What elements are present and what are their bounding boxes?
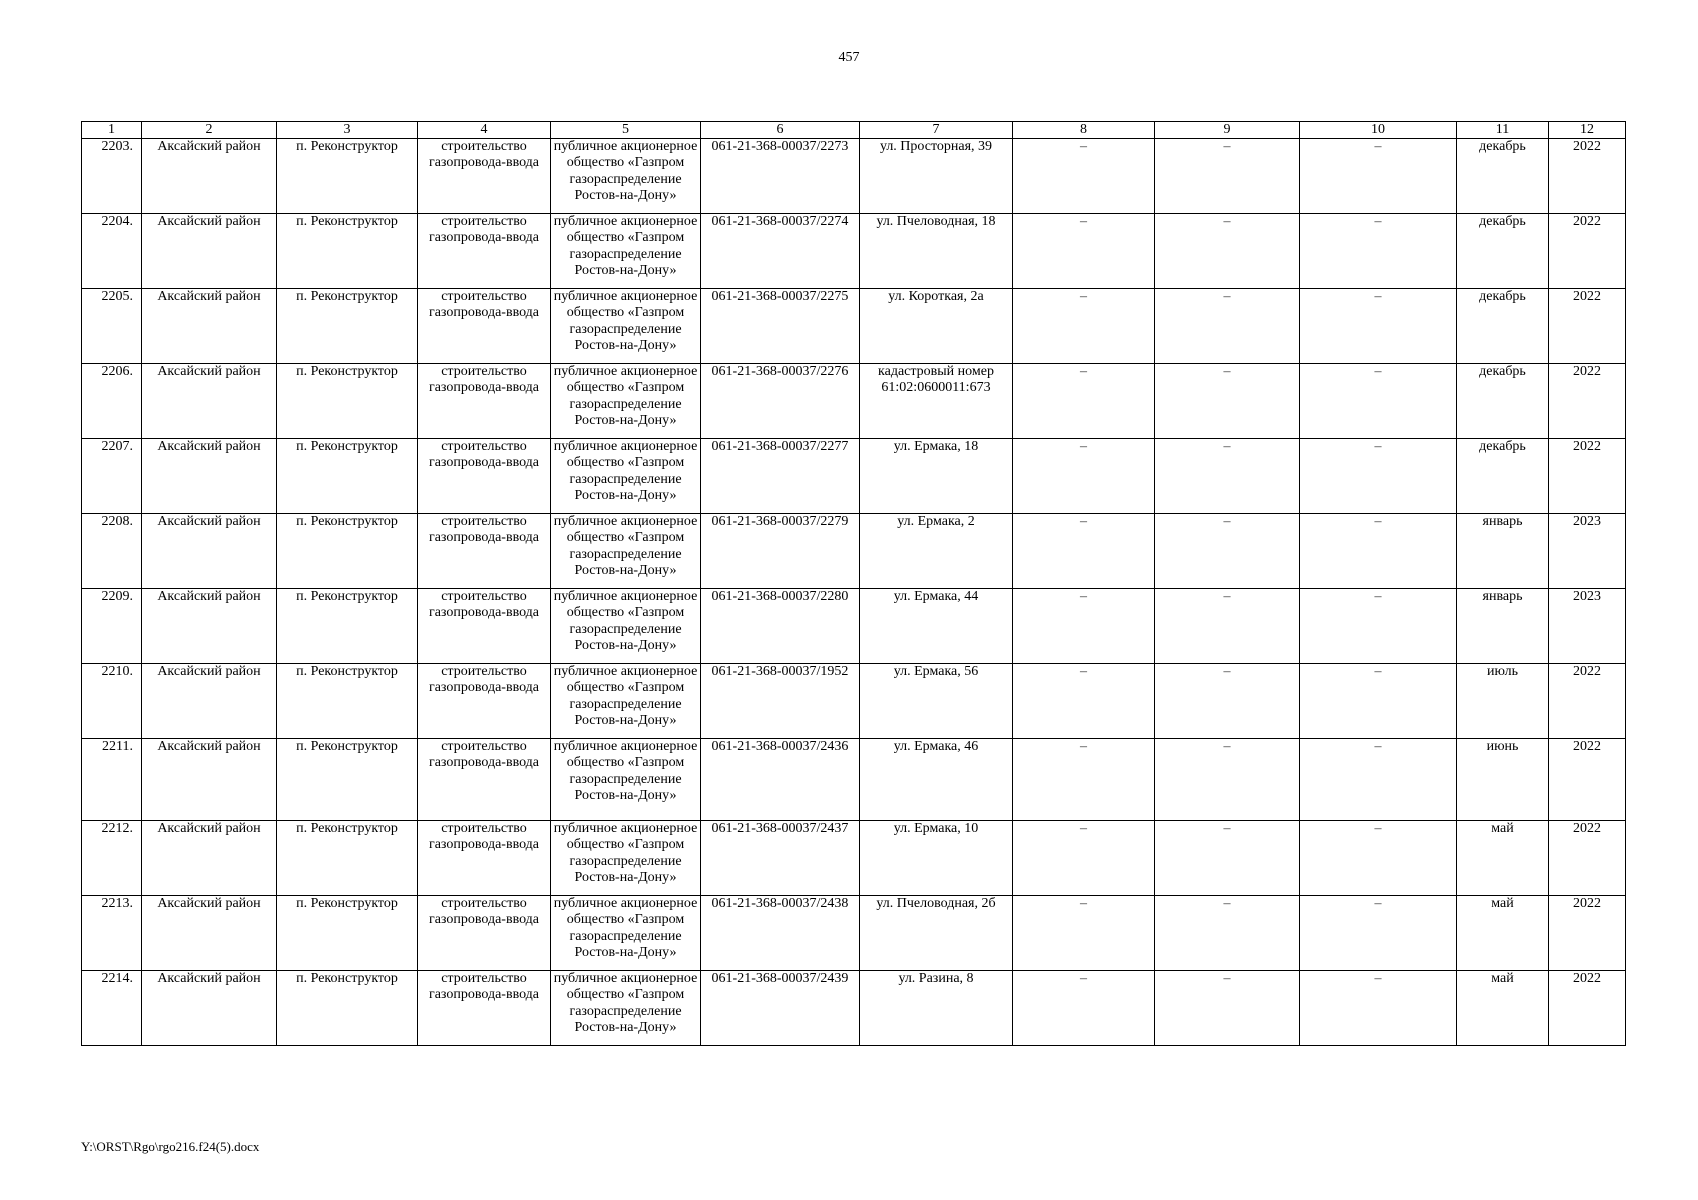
address-cell: ул. Ермака, 10 [860, 821, 1013, 896]
work-type-cell: строительство газопровода-ввода [418, 214, 551, 289]
column-8-cell: – [1013, 139, 1155, 214]
column-header: 9 [1155, 122, 1300, 139]
year-cell: 2022 [1549, 364, 1626, 439]
column-header: 3 [277, 122, 418, 139]
month-cell: декабрь [1457, 214, 1549, 289]
organization-cell: публичное акционерное общество «Газпром газораспределение Ростов-на-Дону» [551, 664, 701, 739]
column-9-cell: – [1155, 214, 1300, 289]
table-row [82, 664, 1626, 739]
footer-file-path: Y:\ORST\Rgo\rgo216.f24(5).docx [81, 1139, 260, 1154]
column-header: 6 [701, 122, 860, 139]
year-cell: 2022 [1549, 664, 1626, 739]
table-row [82, 289, 1626, 364]
permit-code-cell: 061-21-368-00037/2279 [701, 514, 860, 589]
column-10-cell: – [1300, 364, 1457, 439]
organization-cell: публичное акционерное общество «Газпром газораспределение Ростов-на-Дону» [551, 971, 701, 1046]
permit-code-cell: 061-21-368-00037/2438 [701, 896, 860, 971]
year-cell: 2022 [1549, 289, 1626, 364]
column-8-cell: – [1013, 589, 1155, 664]
month-cell: январь [1457, 514, 1549, 589]
table-body [82, 139, 1626, 1046]
work-type-cell: строительство газопровода-ввода [418, 589, 551, 664]
column-header: 11 [1457, 122, 1549, 139]
permit-code-cell: 061-21-368-00037/2273 [701, 139, 860, 214]
column-header: 1 [82, 122, 142, 139]
table-row [82, 821, 1626, 896]
column-8-cell: – [1013, 289, 1155, 364]
district-cell: Аксайский район [142, 971, 277, 1046]
year-cell: 2023 [1549, 514, 1626, 589]
column-9-cell: – [1155, 589, 1300, 664]
column-10-cell: – [1300, 214, 1457, 289]
permit-code-cell: 061-21-368-00037/2274 [701, 214, 860, 289]
organization-cell: публичное акционерное общество «Газпром газораспределение Ростов-на-Дону» [551, 514, 701, 589]
column-9-cell: – [1155, 364, 1300, 439]
month-cell: декабрь [1457, 364, 1549, 439]
district-cell: Аксайский район [142, 439, 277, 514]
column-9-cell: – [1155, 739, 1300, 821]
district-cell: Аксайский район [142, 896, 277, 971]
column-8-cell: – [1013, 364, 1155, 439]
table-row [82, 439, 1626, 514]
column-10-cell: – [1300, 821, 1457, 896]
address-cell: ул. Разина, 8 [860, 971, 1013, 1046]
permit-code-cell: 061-21-368-00037/2277 [701, 439, 860, 514]
row-number: 2203. [82, 139, 142, 214]
year-cell: 2023 [1549, 589, 1626, 664]
address-cell: ул. Ермака, 18 [860, 439, 1013, 514]
organization-cell: публичное акционерное общество «Газпром газораспределение Ростов-на-Дону» [551, 896, 701, 971]
permit-code-cell: 061-21-368-00037/1952 [701, 664, 860, 739]
column-9-cell: – [1155, 139, 1300, 214]
permit-code-cell: 061-21-368-00037/2436 [701, 739, 860, 821]
district-cell: Аксайский район [142, 821, 277, 896]
settlement-cell: п. Реконструктор [277, 589, 418, 664]
column-header: 2 [142, 122, 277, 139]
column-10-cell: – [1300, 289, 1457, 364]
district-cell: Аксайский район [142, 514, 277, 589]
permit-code-cell: 061-21-368-00037/2275 [701, 289, 860, 364]
month-cell: июнь [1457, 739, 1549, 821]
district-cell: Аксайский район [142, 289, 277, 364]
settlement-cell: п. Реконструктор [277, 664, 418, 739]
work-type-cell: строительство газопровода-ввода [418, 896, 551, 971]
work-type-cell: строительство газопровода-ввода [418, 971, 551, 1046]
organization-cell: публичное акционерное общество «Газпром газораспределение Ростов-на-Дону» [551, 214, 701, 289]
organization-cell: публичное акционерное общество «Газпром газораспределение Ростов-на-Дону» [551, 821, 701, 896]
work-type-cell: строительство газопровода-ввода [418, 514, 551, 589]
column-9-cell: – [1155, 664, 1300, 739]
settlement-cell: п. Реконструктор [277, 139, 418, 214]
column-10-cell: – [1300, 664, 1457, 739]
month-cell: январь [1457, 589, 1549, 664]
year-cell: 2022 [1549, 214, 1626, 289]
address-cell: ул. Пчеловодная, 2б [860, 896, 1013, 971]
year-cell: 2022 [1549, 139, 1626, 214]
address-cell: ул. Короткая, 2а [860, 289, 1013, 364]
organization-cell: публичное акционерное общество «Газпром газораспределение Ростов-на-Дону» [551, 739, 701, 821]
work-type-cell: строительство газопровода-ввода [418, 439, 551, 514]
organization-cell: публичное акционерное общество «Газпром газораспределение Ростов-на-Дону» [551, 364, 701, 439]
row-number: 2214. [82, 971, 142, 1046]
column-8-cell: – [1013, 821, 1155, 896]
column-8-cell: – [1013, 896, 1155, 971]
table-row [82, 589, 1626, 664]
table-row [82, 364, 1626, 439]
column-10-cell: – [1300, 971, 1457, 1046]
permit-code-cell: 061-21-368-00037/2280 [701, 589, 860, 664]
column-8-cell: – [1013, 664, 1155, 739]
column-9-cell: – [1155, 439, 1300, 514]
month-cell: май [1457, 821, 1549, 896]
column-8-cell: – [1013, 439, 1155, 514]
column-header: 4 [418, 122, 551, 139]
month-cell: май [1457, 971, 1549, 1046]
registry-table [81, 121, 1626, 1046]
column-8-cell: – [1013, 514, 1155, 589]
column-header: 5 [551, 122, 701, 139]
month-cell: май [1457, 896, 1549, 971]
address-cell: ул. Ермака, 56 [860, 664, 1013, 739]
row-number: 2205. [82, 289, 142, 364]
work-type-cell: строительство газопровода-ввода [418, 139, 551, 214]
column-header: 12 [1549, 122, 1626, 139]
table-row [82, 139, 1626, 214]
table-row [82, 739, 1626, 821]
table-row [82, 214, 1626, 289]
organization-cell: публичное акционерное общество «Газпром газораспределение Ростов-на-Дону» [551, 289, 701, 364]
year-cell: 2022 [1549, 971, 1626, 1046]
work-type-cell: строительство газопровода-ввода [418, 821, 551, 896]
work-type-cell: строительство газопровода-ввода [418, 364, 551, 439]
district-cell: Аксайский район [142, 214, 277, 289]
column-10-cell: – [1300, 514, 1457, 589]
district-cell: Аксайский район [142, 364, 277, 439]
address-cell: ул. Ермака, 46 [860, 739, 1013, 821]
settlement-cell: п. Реконструктор [277, 439, 418, 514]
permit-code-cell: 061-21-368-00037/2437 [701, 821, 860, 896]
column-9-cell: – [1155, 896, 1300, 971]
column-10-cell: – [1300, 589, 1457, 664]
row-number: 2211. [82, 739, 142, 821]
address-cell: ул. Просторная, 39 [860, 139, 1013, 214]
settlement-cell: п. Реконструктор [277, 214, 418, 289]
settlement-cell: п. Реконструктор [277, 739, 418, 821]
work-type-cell: строительство газопровода-ввода [418, 739, 551, 821]
column-10-cell: – [1300, 896, 1457, 971]
column-header: 7 [860, 122, 1013, 139]
settlement-cell: п. Реконструктор [277, 514, 418, 589]
settlement-cell: п. Реконструктор [277, 971, 418, 1046]
address-cell: кадастровый номер 61:02:0600011:673 [860, 364, 1013, 439]
row-number: 2204. [82, 214, 142, 289]
organization-cell: публичное акционерное общество «Газпром газораспределение Ростов-на-Дону» [551, 139, 701, 214]
month-cell: декабрь [1457, 139, 1549, 214]
row-number: 2212. [82, 821, 142, 896]
district-cell: Аксайский район [142, 139, 277, 214]
page-number: 457 [838, 50, 860, 65]
column-10-cell: – [1300, 439, 1457, 514]
district-cell: Аксайский район [142, 664, 277, 739]
district-cell: Аксайский район [142, 589, 277, 664]
column-9-cell: – [1155, 289, 1300, 364]
permit-code-cell: 061-21-368-00037/2276 [701, 364, 860, 439]
district-cell: Аксайский район [142, 739, 277, 821]
row-number: 2209. [82, 589, 142, 664]
row-number: 2210. [82, 664, 142, 739]
year-cell: 2022 [1549, 821, 1626, 896]
address-cell: ул. Ермака, 44 [860, 589, 1013, 664]
year-cell: 2022 [1549, 896, 1626, 971]
row-number: 2213. [82, 896, 142, 971]
column-10-cell: – [1300, 739, 1457, 821]
address-cell: ул. Пчеловодная, 18 [860, 214, 1013, 289]
permit-code-cell: 061-21-368-00037/2439 [701, 971, 860, 1046]
table-row [82, 971, 1626, 1046]
organization-cell: публичное акционерное общество «Газпром газораспределение Ростов-на-Дону» [551, 589, 701, 664]
work-type-cell: строительство газопровода-ввода [418, 664, 551, 739]
year-cell: 2022 [1549, 739, 1626, 821]
column-9-cell: – [1155, 821, 1300, 896]
table-row [82, 896, 1626, 971]
column-8-cell: – [1013, 971, 1155, 1046]
year-cell: 2022 [1549, 439, 1626, 514]
row-number: 2208. [82, 514, 142, 589]
month-cell: декабрь [1457, 439, 1549, 514]
settlement-cell: п. Реконструктор [277, 364, 418, 439]
row-number: 2206. [82, 364, 142, 439]
work-type-cell: строительство газопровода-ввода [418, 289, 551, 364]
column-header: 10 [1300, 122, 1457, 139]
address-cell: ул. Ермака, 2 [860, 514, 1013, 589]
column-8-cell: – [1013, 214, 1155, 289]
column-9-cell: – [1155, 971, 1300, 1046]
column-9-cell: – [1155, 514, 1300, 589]
month-cell: декабрь [1457, 289, 1549, 364]
settlement-cell: п. Реконструктор [277, 821, 418, 896]
settlement-cell: п. Реконструктор [277, 896, 418, 971]
column-header: 8 [1013, 122, 1155, 139]
settlement-cell: п. Реконструктор [277, 289, 418, 364]
organization-cell: публичное акционерное общество «Газпром газораспределение Ростов-на-Дону» [551, 439, 701, 514]
column-8-cell: – [1013, 739, 1155, 821]
column-10-cell: – [1300, 139, 1457, 214]
row-number: 2207. [82, 439, 142, 514]
header-row [82, 122, 1626, 139]
table-row [82, 514, 1626, 589]
month-cell: июль [1457, 664, 1549, 739]
